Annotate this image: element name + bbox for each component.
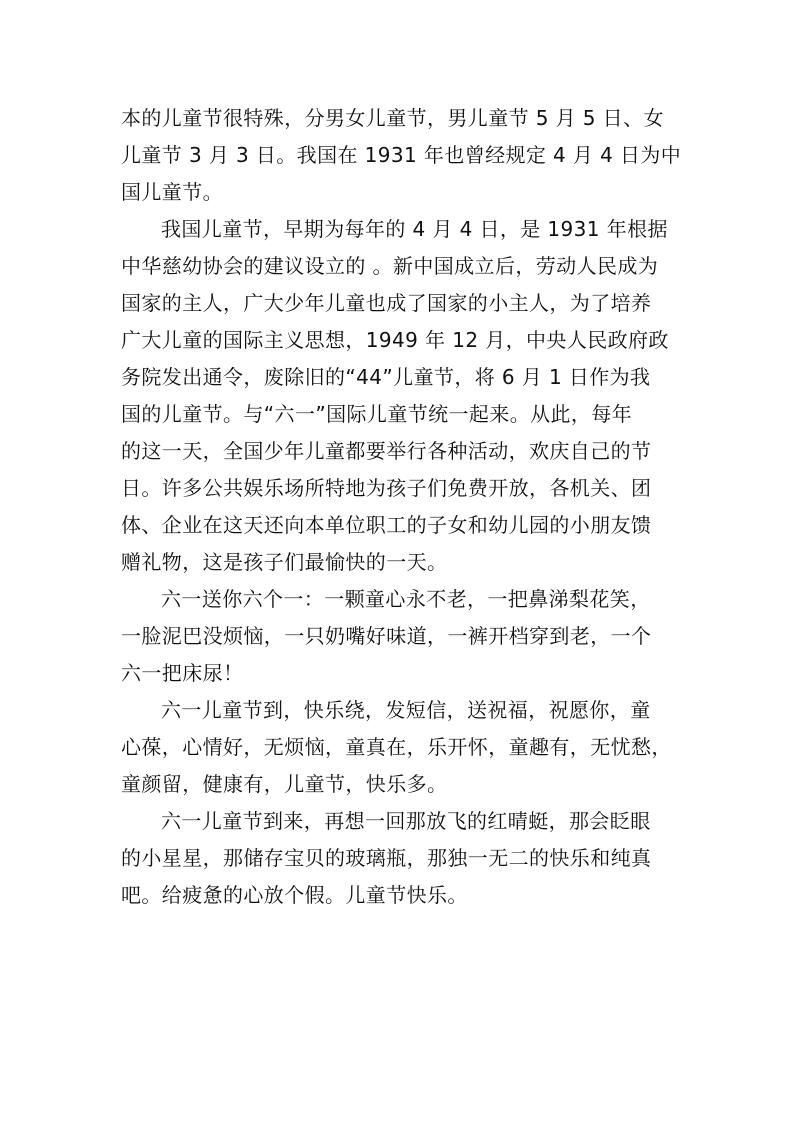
- paragraph-first-line: 六一儿童节到来，再想一回那放飞的红晴蜓，那会眨眼: [161, 809, 651, 833]
- body-text-line: 吧。给疲惫的心放个假。儿童节快乐。: [121, 883, 468, 907]
- paragraph-first-line: 我国儿童节，早期为每年的 4 月 4 日，是 1931 年根据: [161, 217, 668, 241]
- body-text-line: 国家的主人，广大少年儿童也成了国家的小主人，为了培养: [121, 291, 652, 315]
- body-text-line: 儿童节 3 月 3 日。我国在 1931 年也曾经规定 4 月 4 日为中: [121, 143, 682, 167]
- paragraph-first-line: 六一儿童节到，快乐绕，发短信，送祝福，祝愿你，童: [161, 698, 651, 722]
- body-text-line: 的这一天，全国少年儿童都要举行各种活动，欢庆自己的节: [121, 439, 652, 463]
- body-text-line: 中华慈幼协会的建议设立的 。新中国成立后，劳动人民成为: [121, 254, 659, 278]
- body-text-line: 国的儿童节。与“六一”国际儿童节统一起来。从此，每年: [121, 402, 633, 426]
- body-text-line: 童颜留，健康有，儿童节，快乐多。: [121, 772, 448, 796]
- paragraph-first-line: 六一送你六个一：一颗童心永不老，一把鼻涕梨花笑，: [161, 587, 651, 611]
- body-text-line: 心葆，心情好，无烦恼，童真在，乐开怀，童趣有，无忧愁，: [121, 735, 672, 759]
- body-text-line: 赠礼物，这是孩子们最愉快的一天。: [121, 550, 448, 574]
- body-text-line: 的小星星，那储存宝贝的玻璃瓶，那独一无二的快乐和纯真: [121, 846, 652, 870]
- body-text-line: 体、企业在这天还向本单位职工的子女和幼儿园的小朋友馈: [121, 513, 652, 537]
- body-text-line: 务院发出通令，废除旧的“44”儿童节，将 6 月 1 日作为我: [121, 365, 651, 389]
- body-text-line: 本的儿童节很特殊，分男女儿童节，男儿童节 5 月 5 日、女: [121, 106, 664, 130]
- body-text-line: 广大儿童的国际主义思想，1949 年 12 月，中央人民政府政: [121, 328, 669, 352]
- body-text-line: 六一把床尿！: [121, 661, 244, 685]
- document-body: [121, 100, 686, 914]
- body-text-line: 一脸泥巴没烦恼，一只奶嘴好味道，一裤开档穿到老，一个: [121, 624, 652, 648]
- body-text-line: 日。许多公共娱乐场所特地为孩子们免费开放，各机关、团: [121, 476, 652, 500]
- body-text-line: 国儿童节。: [121, 180, 223, 204]
